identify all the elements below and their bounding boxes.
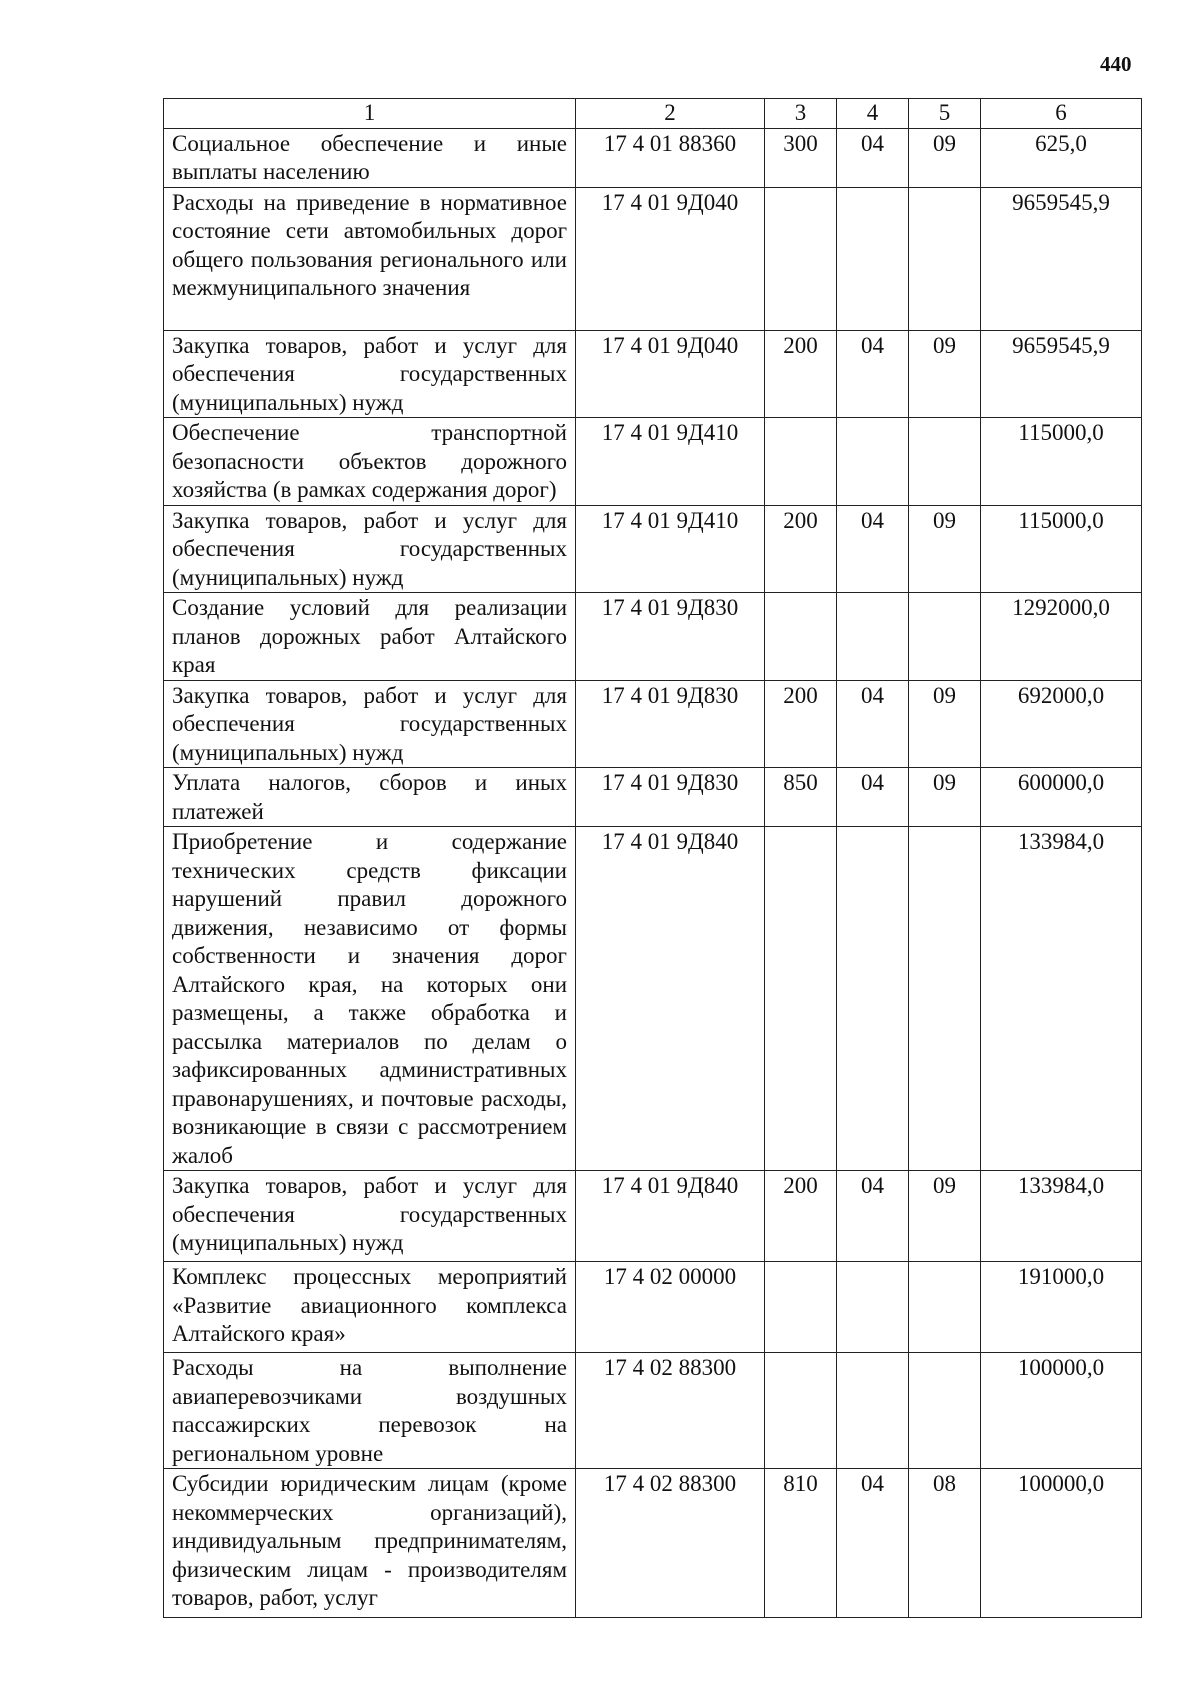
row-sum: 100000,0 — [981, 1353, 1142, 1469]
row-expense-type — [765, 827, 837, 1171]
row-code: 17 4 01 9Д410 — [576, 505, 765, 593]
row-code: 17 4 02 00000 — [576, 1262, 765, 1353]
row-expense-type: 200 — [765, 680, 837, 768]
row-subsection — [909, 827, 981, 1171]
row-code: 17 4 01 9Д830 — [576, 768, 765, 827]
row-subsection — [909, 1262, 981, 1353]
row-name: Расходы на выполнение авиаперевозчиками воздушных пассажирских перевозок на региональном уровне — [164, 1353, 576, 1469]
row-section: 04 — [837, 768, 909, 827]
row-name: Субсидии юридическим лицам (кроме некоммерческих организаций), индивидуальным предпринимателям, физическим лицам - производителям товаров, работ, услуг — [164, 1469, 576, 1618]
row-name: Закупка товаров, работ и услуг для обеспечения государственных (муниципальных) нужд — [164, 1171, 576, 1262]
row-section: 04 — [837, 1469, 909, 1618]
row-subsection: 09 — [909, 768, 981, 827]
row-code: 17 4 01 9Д840 — [576, 827, 765, 1171]
table-row — [164, 680, 1142, 768]
row-name: Расходы на приведение в нормативное состояние сети автомобильных дорог общего пользования регионального или межмуниципального значения — [164, 187, 576, 330]
row-expense-type — [765, 1353, 837, 1469]
row-expense-type: 200 — [765, 1171, 837, 1262]
row-section: 04 — [837, 330, 909, 418]
table-row — [164, 593, 1142, 681]
row-code: 17 4 01 9Д040 — [576, 187, 765, 330]
row-subsection — [909, 187, 981, 330]
row-section — [837, 187, 909, 330]
row-expense-type — [765, 418, 837, 506]
table-row — [164, 1469, 1142, 1618]
row-section: 04 — [837, 1171, 909, 1262]
row-sum: 115000,0 — [981, 505, 1142, 593]
budget-table — [163, 98, 1142, 1618]
row-expense-type: 200 — [765, 330, 837, 418]
row-code: 17 4 02 88300 — [576, 1469, 765, 1618]
row-sum: 191000,0 — [981, 1262, 1142, 1353]
row-sum: 692000,0 — [981, 680, 1142, 768]
row-name: Создание условий для реализации планов дорожных работ Алтайского края — [164, 593, 576, 681]
row-sum: 133984,0 — [981, 1171, 1142, 1262]
row-subsection: 09 — [909, 128, 981, 187]
row-sum: 9659545,9 — [981, 330, 1142, 418]
table-row — [164, 187, 1142, 330]
row-sum: 115000,0 — [981, 418, 1142, 506]
table-row — [164, 1171, 1142, 1262]
row-name: Комплекс процессных мероприятий «Развитие авиационного комплекса Алтайского края» — [164, 1262, 576, 1353]
row-subsection — [909, 593, 981, 681]
row-name: Закупка товаров, работ и услуг для обеспечения государственных (муниципальных) нужд — [164, 330, 576, 418]
row-sum: 9659545,9 — [981, 187, 1142, 330]
column-header-6: 6 — [981, 99, 1142, 129]
table-row — [164, 1353, 1142, 1469]
column-header-3: 3 — [765, 99, 837, 129]
row-code: 17 4 01 9Д830 — [576, 680, 765, 768]
row-sum: 100000,0 — [981, 1469, 1142, 1618]
row-expense-type — [765, 1262, 837, 1353]
table-row — [164, 128, 1142, 187]
table-row — [164, 768, 1142, 827]
row-code: 17 4 01 9Д830 — [576, 593, 765, 681]
row-name: Приобретение и содержание технических средств фиксации нарушений правил дорожного движения, независимо от формы собственности и значения дорог Алтайского края, на которых они размещены, а также обработка и рассылка материалов по делам о зафиксированных административных правонарушениях, и почтовые расходы, возникающие в связи с рассмотрением жалоб — [164, 827, 576, 1171]
row-expense-type: 200 — [765, 505, 837, 593]
row-code: 17 4 01 9Д840 — [576, 1171, 765, 1262]
row-section — [837, 1353, 909, 1469]
column-header-5: 5 — [909, 99, 981, 129]
row-sum: 600000,0 — [981, 768, 1142, 827]
row-code: 17 4 01 9Д410 — [576, 418, 765, 506]
column-header-4: 4 — [837, 99, 909, 129]
row-expense-type: 850 — [765, 768, 837, 827]
row-subsection — [909, 418, 981, 506]
row-expense-type: 810 — [765, 1469, 837, 1618]
row-sum: 1292000,0 — [981, 593, 1142, 681]
row-section — [837, 1262, 909, 1353]
table-row — [164, 330, 1142, 418]
column-header-2: 2 — [576, 99, 765, 129]
table-row — [164, 505, 1142, 593]
row-subsection: 08 — [909, 1469, 981, 1618]
row-subsection: 09 — [909, 1171, 981, 1262]
row-expense-type: 300 — [765, 128, 837, 187]
table-row — [164, 418, 1142, 506]
row-section — [837, 418, 909, 506]
row-expense-type — [765, 593, 837, 681]
row-subsection: 09 — [909, 505, 981, 593]
row-code: 17 4 01 9Д040 — [576, 330, 765, 418]
table-row — [164, 1262, 1142, 1353]
page-number: 440 — [1100, 52, 1132, 76]
row-sum: 625,0 — [981, 128, 1142, 187]
row-section: 04 — [837, 505, 909, 593]
row-section — [837, 827, 909, 1171]
row-section: 04 — [837, 128, 909, 187]
row-subsection: 09 — [909, 330, 981, 418]
row-code: 17 4 01 88360 — [576, 128, 765, 187]
row-subsection — [909, 1353, 981, 1469]
row-expense-type — [765, 187, 837, 330]
row-code: 17 4 02 88300 — [576, 1353, 765, 1469]
row-section: 04 — [837, 680, 909, 768]
row-name: Социальное обеспечение и иные выплаты населению — [164, 128, 576, 187]
row-subsection: 09 — [909, 680, 981, 768]
row-section — [837, 593, 909, 681]
table-row — [164, 827, 1142, 1171]
row-name: Уплата налогов, сборов и иных платежей — [164, 768, 576, 827]
row-name: Закупка товаров, работ и услуг для обеспечения государственных (муниципальных) нужд — [164, 680, 576, 768]
row-name: Закупка товаров, работ и услуг для обеспечения государственных (муниципальных) нужд — [164, 505, 576, 593]
row-sum: 133984,0 — [981, 827, 1142, 1171]
row-name: Обеспечение транспортной безопасности объектов дорожного хозяйства (в рамках содержания дорог) — [164, 418, 576, 506]
column-header-1: 1 — [164, 99, 576, 129]
header-row — [164, 99, 1142, 129]
